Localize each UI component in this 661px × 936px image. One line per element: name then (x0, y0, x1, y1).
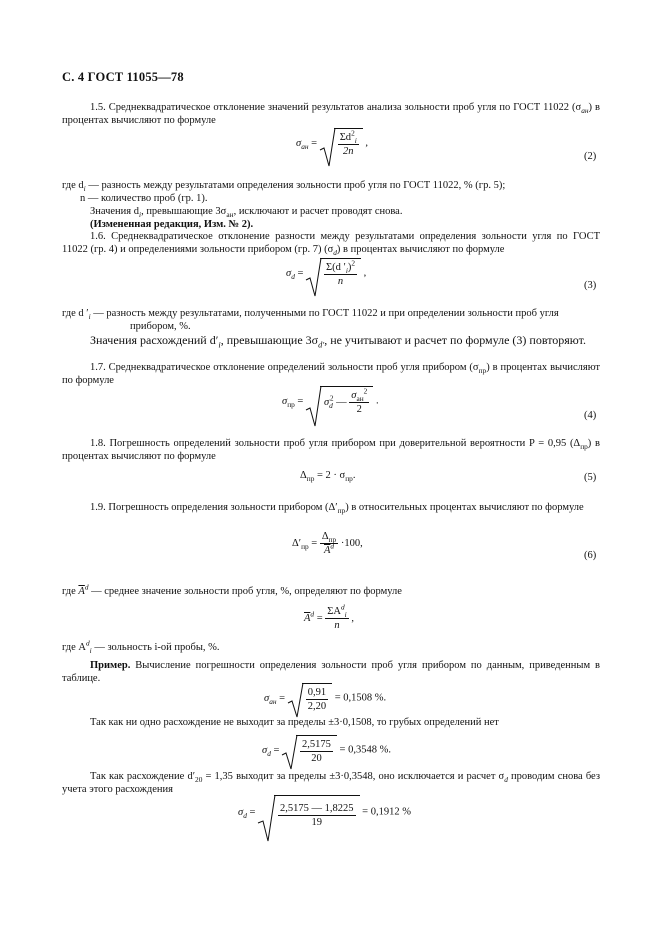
section-1-9-text: 1.9. Погрешность определения зольности прибором $(\Delta'_{пр})$ в относительных процентах вычисляют по формуле (90, 502, 584, 516)
example-formula-3: $\sigma_d$ = $\frac{2,5175 — 1,8225}{19}$ = 0,1912 % (238, 795, 411, 829)
values-d-prime: Значения расхождений $d'_i$, превышающие $3\sigma_{d'}$, не учитывают и расчет по формуле (3) повторяют. (90, 333, 586, 350)
formula-a-mean: $\overline{A}^d$ = $\frac{\Sigma A^d_i}{n}$ , (304, 602, 354, 632)
formula-5: $\Delta_{пр} = 2 \cdot \sigma_{пр}$. (300, 470, 356, 484)
eq-number-6: (6) (584, 550, 597, 561)
example-line-2: Так как ни одно расхождение не выходит за пределы ±3·0,1508, то грубых определений нет (90, 717, 499, 728)
example-formula-2: $\sigma_d$ = $\frac{2,5175}{20}$ = 0,3548 %. (262, 735, 391, 765)
example-intro: Пример. Вычисление погрешности определения зольности проб угля прибором по данным, приведенным в таблице. (62, 660, 600, 685)
section-1-5-text: 1.5. Среднеквадратическое отклонение значений результатов анализа зольности проб угля по ГОСТ 11022 $(\sigma_{ан})$ в процентах вычисляют по формуле (62, 102, 600, 127)
example-line-3: Так как расхождение $d'_{20} = 1,35$ выходит за пределы ±3·0,3548, оно исключается и расчет $\sigma_d$ проводим снова без учета этого расхождения (62, 771, 600, 796)
where-a-mean: где $\overline{A}^d$ — среднее значение зольности проб угля, %, определяют по формуле (62, 582, 402, 597)
formula-3: $\sigma_d$ = $\frac{\Sigma(d '_i)^2}{n}$ , (286, 258, 366, 288)
example-formula-1: $\sigma_{ан}$ = $\frac{0,91}{2,20}$ = 0,1508 %. (264, 683, 386, 713)
values-di: Значения $d_i$, превышающие $3\sigma_{ан}$, исключают и расчет проводят снова. (90, 206, 403, 220)
eq-number-3: (3) (584, 280, 597, 291)
edition-note: (Измененная редакция, Изм. № 2). (90, 219, 254, 230)
section-1-8-text: 1.8. Погрешность определений зольности проб угля прибором при доверительной вероятности P = 0,95 $(\Delta_{пр})$ в процентах вычисляют по формуле (62, 438, 600, 463)
formula-6: $\Delta'_{пр}$ = $\frac{\Delta_{пр}}{\overline{A}^d}$ ·100, (292, 531, 363, 557)
eq-number-2: (2) (584, 151, 597, 162)
section-1-6-text: 1.6. Среднеквадратическое отклонение разности между результатами определения зольности угля по ГОСТ 11022 (гр. 4) и определениями зольности прибором (гр. 7) $(\sigma_d)$ в процентах вычисляют по формуле (62, 231, 600, 258)
page-header: С. 4 ГОСТ 11055—78 (62, 70, 184, 84)
formula-4: $\sigma_{пр}$ = $\sigma_d^2$ — $\frac{\sigma_{ан}^2}{2}$ . (282, 386, 379, 416)
where-d-prime-cont: прибором, %. (130, 321, 191, 332)
where-d-prime: где d $'_i$ — разность между результатами, полученными по ГОСТ 11022 и при определении зольности проб угля (62, 308, 559, 322)
formula-2: $\sigma_{ан}$ = $\frac{\Sigma d^2_i}{2n}$ , (296, 128, 368, 158)
eq-number-4: (4) (584, 410, 597, 421)
eq-number-5: (5) (584, 472, 597, 483)
section-1-7-text: 1.7. Среднеквадратическое отклонение определений зольности проб угля прибором $(\sigma_{пр})$ в процентах вычисляют по формуле (62, 362, 601, 387)
where-di: где $d_i$ — разность между результатами определения зольности проб угля по ГОСТ 11022, % (гр. 5); (62, 180, 506, 194)
where-ai: где $A^d_i$ — зольность i-ой пробы, %. (62, 638, 220, 656)
where-n: n — количество проб (гр. 1). (80, 193, 208, 204)
